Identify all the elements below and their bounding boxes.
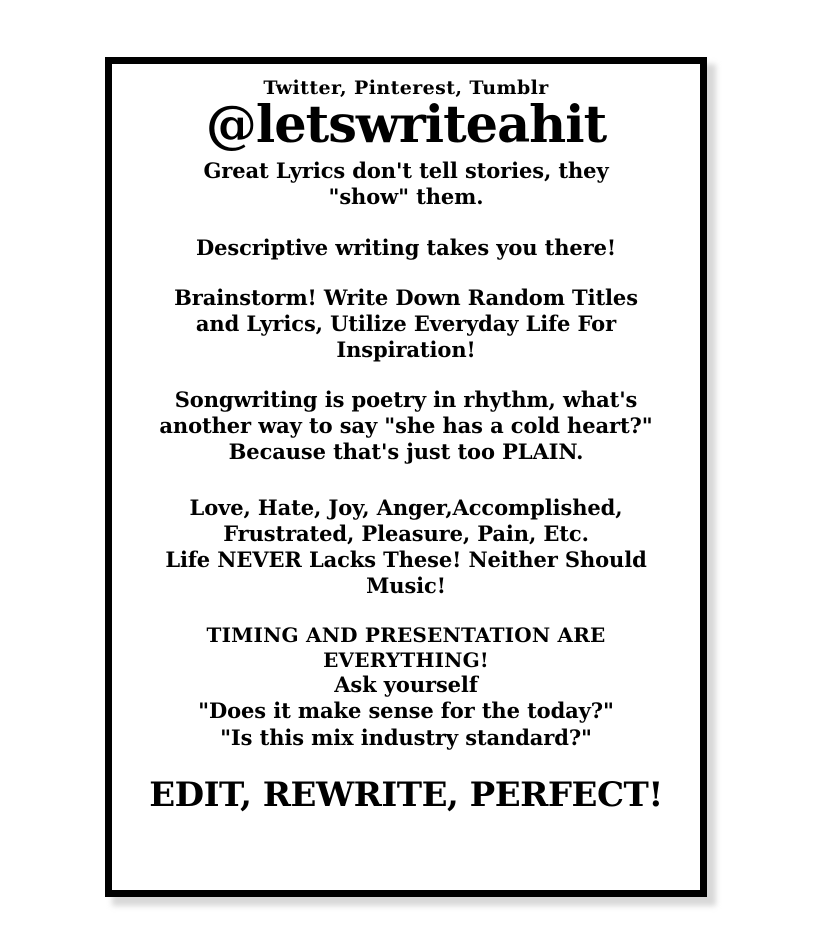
- tip-line: TIMING AND PRESENTATION ARE: [206, 622, 606, 647]
- tip-block-emotions: [130, 495, 682, 599]
- tip-line: EVERYTHING!: [323, 647, 489, 672]
- main-handle: @letswriteahit: [205, 94, 607, 155]
- tip-line: Great Lyrics don't tell stories, they: [203, 158, 609, 184]
- tip-line: Music!: [366, 572, 446, 598]
- tip-line: Frustrated, Pleasure, Pain, Etc.: [223, 520, 589, 546]
- tip-line: Inspiration!: [336, 336, 476, 362]
- spacer: [130, 261, 682, 285]
- spacer: [130, 465, 682, 495]
- spacer: [130, 211, 682, 235]
- final-call-to-action: EDIT, REWRITE, PERFECT!: [149, 774, 663, 815]
- tip-line: "show" them.: [328, 184, 484, 210]
- tip-line: Ask yourself: [334, 672, 478, 698]
- tip-line: Brainstorm! Write Down Random Titles: [174, 284, 638, 310]
- tip-block-show-dont-tell: [130, 158, 682, 210]
- tip-line: "Is this mix industry standard?": [220, 724, 592, 750]
- tip-line: Love, Hate, Joy, Anger,Accomplished,: [189, 494, 623, 520]
- tip-line: Descriptive writing takes you there!: [195, 234, 617, 260]
- tip-block-brainstorm: [130, 285, 682, 363]
- tip-line: and Lyrics, Utilize Everyday Life For: [195, 310, 617, 336]
- tip-block-timing-and-presentation: [130, 623, 682, 751]
- tip-line: another way to say "she has a cold heart?": [159, 412, 653, 438]
- tip-line: Life NEVER Lacks These! Neither Should: [165, 546, 647, 572]
- tip-block-descriptive-writing: [130, 235, 682, 261]
- social-handles-line: Twitter, Pinterest, Tumblr: [263, 77, 549, 99]
- tip-line: Because that's just too PLAIN.: [228, 438, 584, 464]
- spacer: [130, 363, 682, 387]
- tip-block-poetry-in-rhythm: [130, 387, 682, 465]
- spacer: [130, 599, 682, 623]
- poster-card: [105, 57, 707, 897]
- tip-line: Songwriting is poetry in rhythm, what's: [174, 386, 638, 412]
- tip-line: "Does it make sense for the today?": [198, 698, 614, 724]
